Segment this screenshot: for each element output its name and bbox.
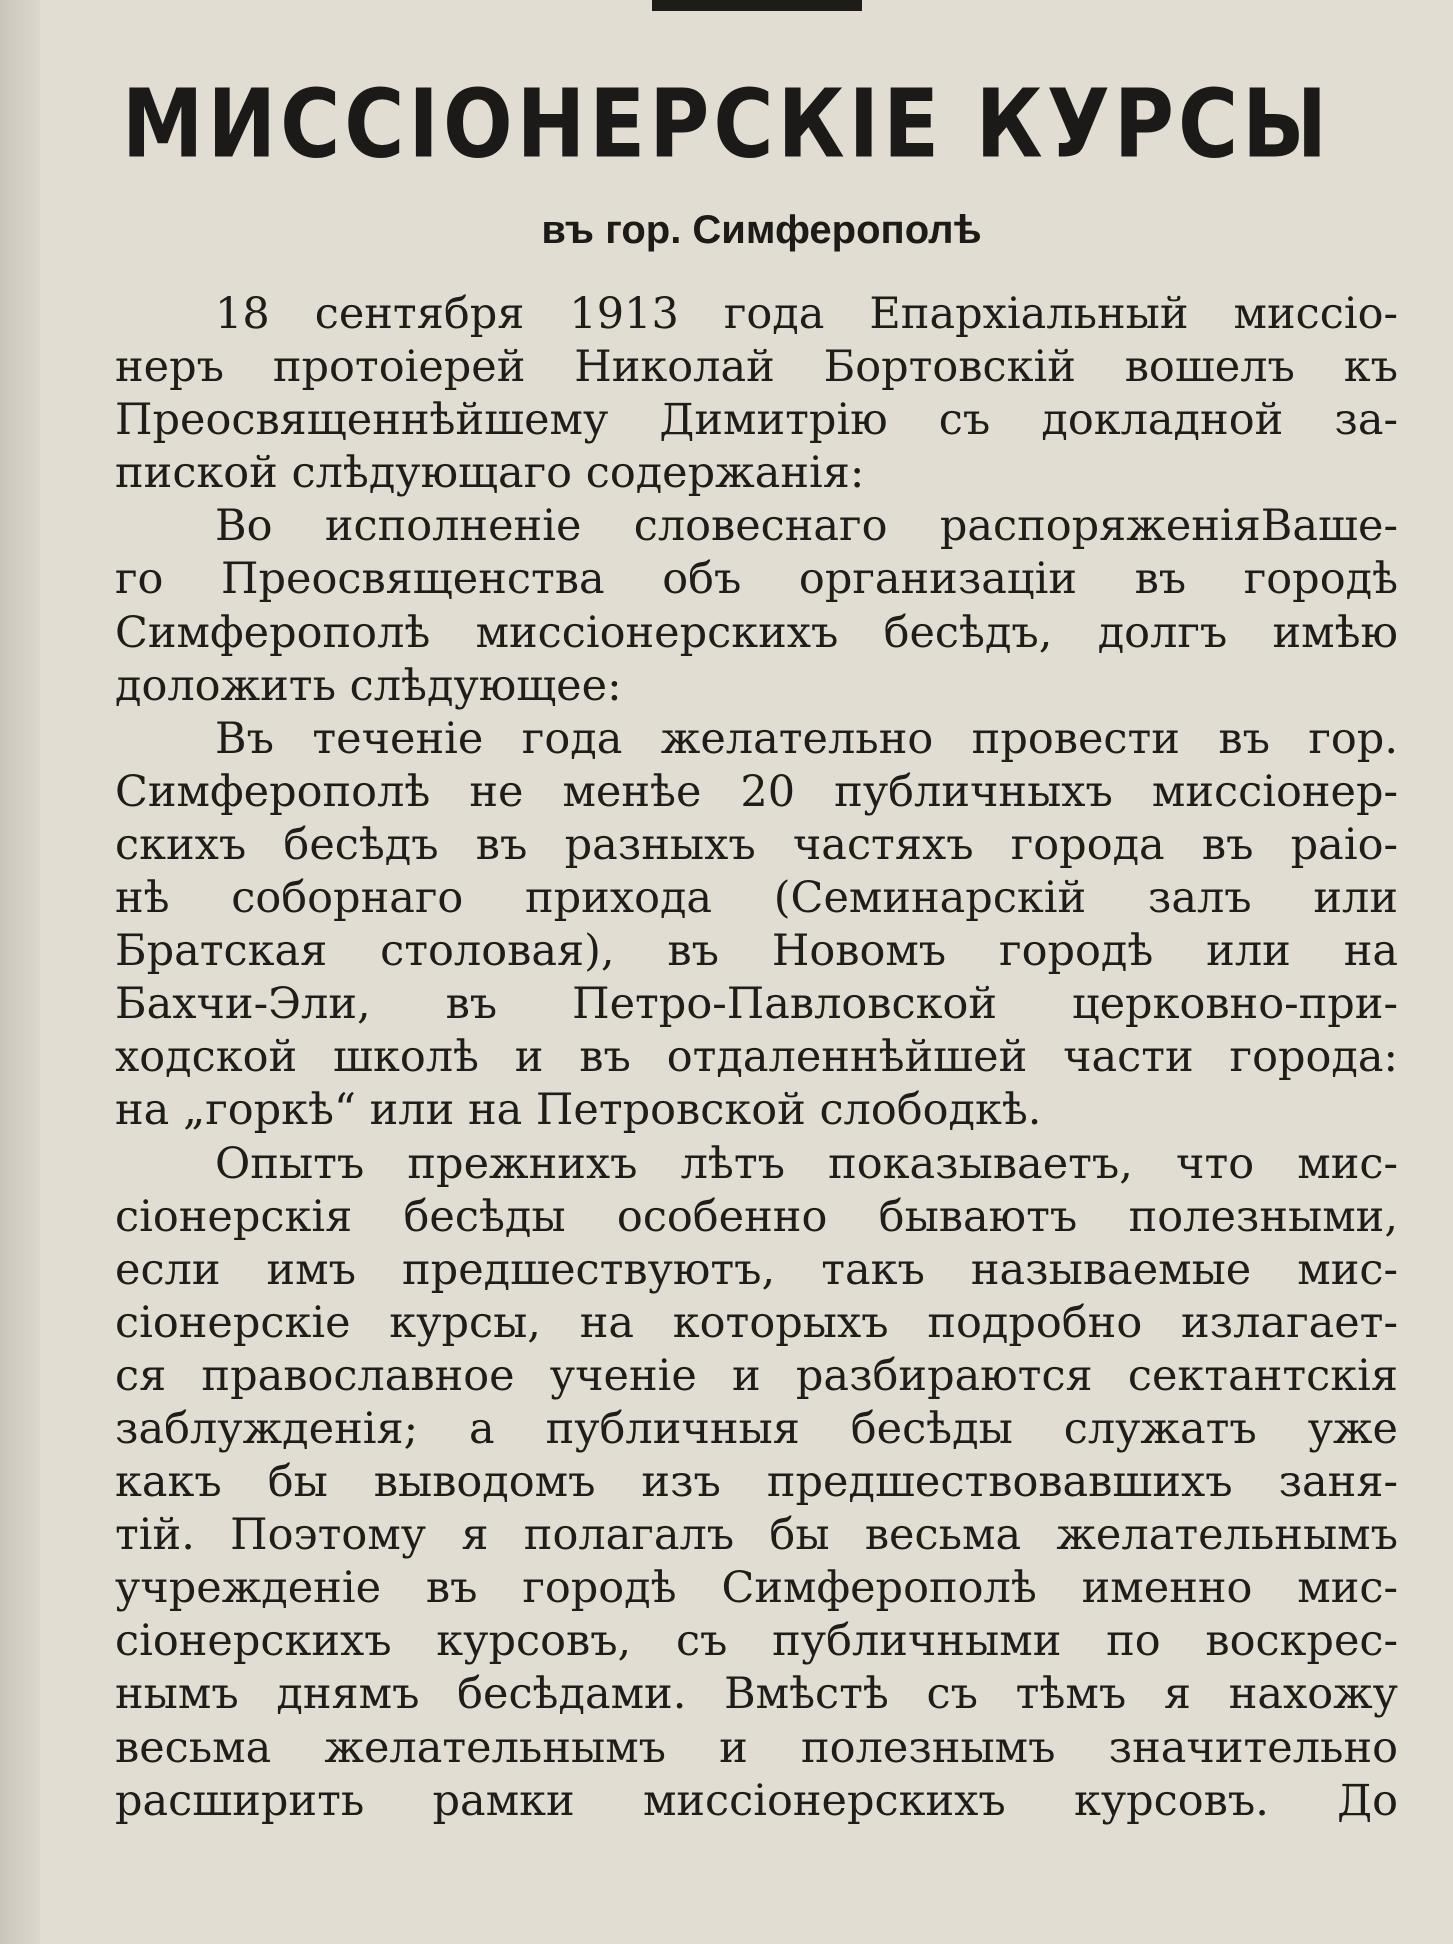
text-line: неръ протоіерей Николай Бортовскій вошелъ къ: [115, 342, 1398, 393]
page-edge-shadow: [0, 0, 40, 1944]
text-line: тій. Поэтому я полагалъ бы весьма желательнымъ: [115, 1510, 1398, 1561]
text-line: Во исполненіе словеснаго распоряженіяВаше-: [215, 501, 1398, 552]
text-line: весьма желательнымъ и полезнымъ значительно: [115, 1722, 1398, 1773]
text-line: Въ теченіе года желательно провести въ гор.: [215, 713, 1398, 764]
text-line: скихъ бесѣдъ въ разныхъ частяхъ города въ раіо-: [115, 819, 1398, 870]
text-line: расширить рамки миссіонерскихъ курсовъ. До: [115, 1775, 1398, 1826]
text-line: если имъ предшествуютъ, такъ называемые мис-: [115, 1244, 1398, 1295]
text-line: Опытъ прежнихъ лѣтъ показываетъ, что мис-: [215, 1138, 1398, 1189]
text-line: заблужденія; а публичныя бесѣды служатъ уже: [115, 1403, 1398, 1454]
article-title: МИССІОНЕРСКІЕ КУРСЫ: [121, 70, 1332, 180]
text-line: пиской слѣдующаго содержанія:: [115, 448, 865, 499]
text-line: доложить слѣдующее:: [115, 660, 622, 711]
article-subtitle: въ гор. Симферополѣ: [541, 208, 982, 252]
text-line: 18 сентября 1913 года Епархіальный миссіо-: [215, 289, 1398, 339]
text-line: Братская столовая), въ Новомъ городѣ или на: [115, 926, 1398, 977]
text-line: какъ бы выводомъ изъ предшествовавшихъ заня-: [115, 1457, 1398, 1508]
text-line: сіонерскіе курсы, на которыхъ подробно излагает-: [115, 1297, 1398, 1348]
top-divider-rule: [652, 0, 862, 11]
text-line: Симферополѣ не менѣе 20 публичныхъ миссіонер-: [115, 766, 1398, 817]
article-body: [115, 288, 1398, 1828]
text-line: Симферополѣ миссіонерскихъ бесѣдъ, долгъ имѣю: [115, 607, 1398, 658]
text-line: учрежденіе въ городѣ Симферополѣ именно мис-: [115, 1563, 1398, 1614]
text-line: ся православное ученіе и разбираются сектантскія: [115, 1350, 1398, 1401]
text-line: сіонерскихъ курсовъ, съ публичными по воскрес-: [115, 1616, 1398, 1667]
text-line: ходской школѣ и въ отдаленнѣйшей части города:: [115, 1032, 1398, 1083]
text-line: на „горкѣ“ или на Петровской слободкѣ.: [115, 1085, 1042, 1136]
text-line: нѣ соборнаго прихода (Семинарскій залъ или: [115, 873, 1398, 924]
text-line: го Преосвященства объ организаціи въ городѣ: [115, 554, 1398, 605]
text-line: нымъ днямъ бесѣдами. Вмѣстѣ съ тѣмъ я нахожу: [115, 1669, 1398, 1720]
text-line: Бахчи-Эли, въ Петро-Павловской церковно-при-: [115, 979, 1398, 1030]
text-line: Преосвященнѣйшему Димитрію съ докладной за-: [115, 395, 1398, 446]
text-line: сіонерскія бесѣды особенно бываютъ полезными,: [115, 1191, 1398, 1242]
